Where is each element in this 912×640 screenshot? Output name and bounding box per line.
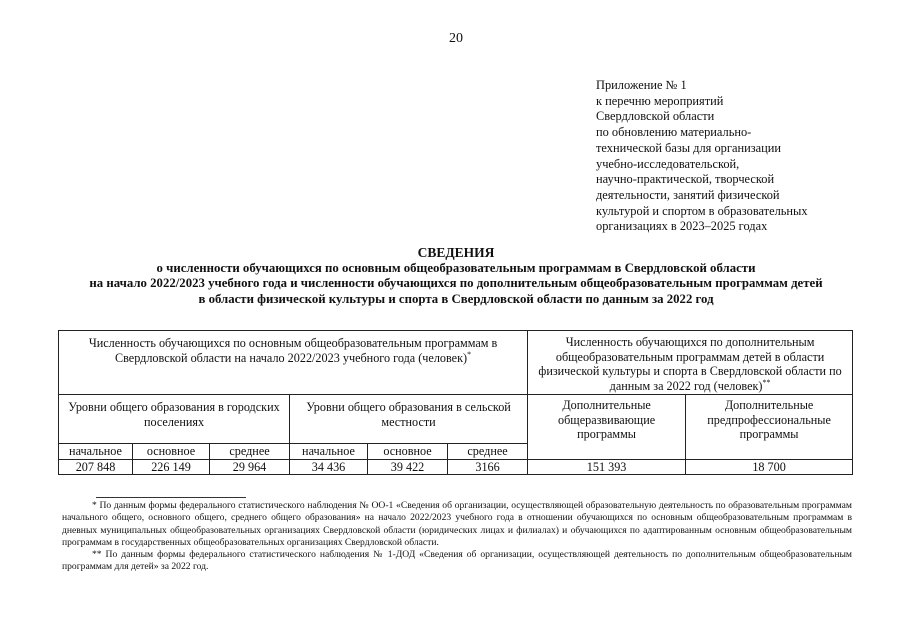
appendix-line: Приложение № 1 bbox=[596, 78, 687, 92]
footnote: * По данным формы федерального статистического наблюдения № ОО-1 «Сведения об организации, осуществляющей образовательную деятельность по образовательным программам начального общего, основного общего, среднего общего образования» на начало 2022/2023 учебного года в отношении обучающихся по основным общеобразовательным программам в дневных муниципальных общеобразовательных организациях Свердловской области (юридических лицах и филиалах) и обучающихся по адаптированным основным общеобразовательным программам в государственных общеобразовательных организациях Свердловской области. bbox=[62, 500, 852, 548]
report-title: СВЕДЕНИЯ bbox=[417, 245, 495, 260]
urban-levels-header: Уровни общего образования в городских поселениях bbox=[59, 395, 290, 444]
value-cell: 207 848 bbox=[59, 459, 133, 475]
additional-general-header: Дополнительные общеразвивающие программы bbox=[528, 395, 686, 460]
level-header-secondary: среднее bbox=[448, 444, 528, 460]
header-additional-text: Численность обучающихся по дополнительным общеобразовательным программам детей в области физической культуры и спорта в Свердловской области по данным за 2022 год (человек) bbox=[538, 335, 842, 393]
report-subtitle-line: в области физической культуры и спорта в Свердловской области по данным за 2022 год bbox=[198, 291, 714, 306]
appendix-line: к перечню мероприятий bbox=[596, 93, 724, 108]
appendix-line: учебно-исследовательской, bbox=[596, 156, 740, 171]
report-heading bbox=[40, 245, 872, 307]
header-main-text: Численность обучающихся по основным общеобразовательным программам в Свердловской области на начало 2022/2023 учебного года (человек) bbox=[88, 336, 498, 365]
appendix-line: деятельности, занятий физической bbox=[596, 187, 780, 202]
appendix-line: научно-практической, творческой bbox=[596, 172, 775, 187]
level-header-basic: основное bbox=[368, 444, 448, 460]
value-cell: 34 436 bbox=[290, 459, 368, 475]
additional-preprof-header: Дополнительные предпрофессиональные программы bbox=[686, 395, 853, 460]
value-cell: 18 700 bbox=[686, 459, 853, 475]
value-cell: 226 149 bbox=[133, 459, 210, 475]
appendix-line: по обновлению материально- bbox=[596, 125, 752, 140]
appendix-note bbox=[596, 78, 808, 235]
value-cell: 3166 bbox=[448, 459, 528, 475]
header-main-enrollment bbox=[59, 331, 528, 395]
value-cell: 39 422 bbox=[368, 459, 448, 475]
rural-levels-header: Уровни общего образования в сельской местности bbox=[290, 395, 528, 444]
value-cell: 29 964 bbox=[210, 459, 290, 475]
page-number: 20 bbox=[449, 31, 463, 46]
footnote: ** По данным формы федерального статистического наблюдения № 1-ДОД «Сведения об организации, осуществляющей деятельность по дополнительным общеобразовательным программам для детей» за 2022 год. bbox=[62, 549, 852, 573]
report-subtitle-line: на начало 2022/2023 учебного года и численности обучающихся по дополнительным общеобразовательным программам детей bbox=[89, 276, 823, 291]
appendix-line: культурой и спортом в образовательных bbox=[596, 203, 808, 218]
footnote-divider bbox=[96, 497, 246, 498]
footnotes bbox=[62, 500, 852, 574]
level-header-primary: начальное bbox=[59, 444, 133, 460]
level-header-secondary: среднее bbox=[210, 444, 290, 460]
appendix-line: организациях в 2023–2025 годах bbox=[596, 219, 768, 234]
report-subtitle-line: о численности обучающихся по основным общеобразовательным программам в Свердловской области bbox=[156, 260, 756, 275]
level-header-primary: начальное bbox=[290, 444, 368, 460]
level-header-basic: основное bbox=[133, 444, 210, 460]
appendix-line: технической базы для организации bbox=[596, 140, 781, 155]
header-additional-enrollment bbox=[528, 331, 853, 395]
footnote-mark: ** bbox=[762, 377, 771, 387]
appendix-line: Свердловской области bbox=[596, 109, 715, 124]
footnote-mark: * bbox=[467, 349, 472, 359]
statistics-table bbox=[58, 330, 853, 475]
value-cell: 151 393 bbox=[528, 459, 686, 475]
